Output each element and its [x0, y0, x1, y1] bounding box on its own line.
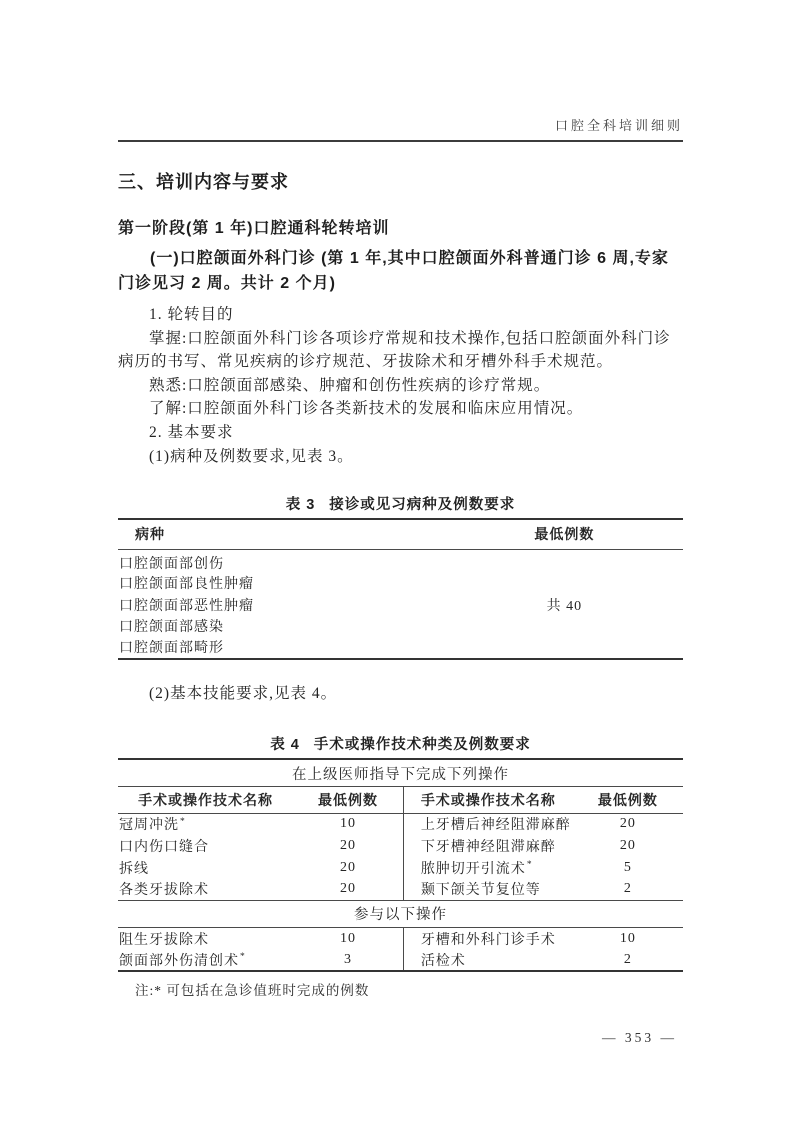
- operation-name: 活检术: [403, 949, 573, 971]
- operation-min-cases: 10: [619, 930, 636, 946]
- disease-name: 口腔颌面部畸形: [119, 641, 224, 657]
- operation-min-cases: 20: [619, 816, 636, 832]
- table4-col-min-left: 最低例数: [293, 786, 403, 813]
- table3-caption-text: 接诊或见习病种及例数要求: [329, 497, 516, 514]
- table3-col-disease: 病种: [118, 519, 446, 549]
- operation-min-cases: 20: [619, 837, 636, 853]
- disease-total-cases: 共 40: [546, 599, 583, 615]
- table-row: [118, 927, 683, 949]
- operation-name: 口内伤口缝合: [119, 839, 209, 855]
- table-row: [118, 835, 683, 857]
- table4-operations: [118, 758, 683, 972]
- operation-name: 牙槽和外科门诊手术: [403, 927, 573, 949]
- rotation-objectives: [118, 303, 683, 468]
- operation-min-cases: 10: [339, 930, 356, 946]
- table3-header-row: [118, 519, 683, 549]
- table4-group1-row: [118, 759, 683, 786]
- running-header: 口腔全科培训细则: [118, 0, 683, 142]
- table3-caption: [118, 493, 683, 514]
- table4-group2-row: [118, 900, 683, 927]
- table-row: [118, 549, 683, 573]
- footnote-star: *: [240, 951, 245, 962]
- table4-col-name-right: 手术或操作技术名称: [403, 786, 573, 813]
- table-row: [118, 813, 683, 835]
- table4-col-min-right: 最低例数: [573, 786, 683, 813]
- operation-min-cases: 20: [339, 837, 356, 853]
- table4-group1-label: 在上级医师指导下完成下列操作: [118, 759, 683, 786]
- operation-name: 拆线: [119, 861, 149, 877]
- operation-min-cases: 2: [623, 881, 632, 897]
- operation-min-cases: 2: [623, 951, 632, 967]
- objective-master: 掌握:口腔颌面外科门诊各项诊疗常规和技术操作,包括口腔颌面外科门诊病历的书写、常见疾病的诊疗规范、牙拔除术和牙槽外科手术规范。: [118, 329, 671, 371]
- table3-caption-label: 表 3: [285, 497, 316, 514]
- operation-name: 各类牙拔除术: [119, 883, 209, 899]
- disease-name: 口腔颌面部创伤: [119, 556, 224, 572]
- section-heading: 三、培训内容与要求: [118, 172, 289, 192]
- requirements-title: 2. 基本要求: [149, 423, 234, 441]
- operation-name: 颌面部外伤清创术*: [119, 951, 245, 969]
- requirement-2: (2)基本技能要求,见表 4。: [149, 684, 338, 702]
- disease-name: 口腔颌面部感染: [119, 620, 224, 636]
- operation-name: 冠周冲洗*: [119, 816, 185, 834]
- table4-caption-text: 手术或操作技术种类及例数要求: [313, 737, 531, 754]
- objective-understand: 了解:口腔颌面外科门诊各类新技术的发展和临床应用情况。: [149, 400, 584, 418]
- table4-col-name-left: 手术或操作技术名称: [118, 786, 293, 813]
- table-row: [118, 949, 683, 971]
- requirement-1: (1)病种及例数要求,见表 3。: [149, 447, 354, 465]
- rotation-heading: (一)口腔颌面外科门诊 (第 1 年,其中口腔颌面外科普通门诊 6 周,专家门诊见习 2 周。共计 2 个月): [118, 250, 669, 292]
- disease-name: 口腔颌面部恶性肿瘤: [119, 598, 254, 614]
- footnote-star: *: [526, 860, 532, 871]
- stage-heading: 第一阶段(第 1 年)口腔通科轮转培训: [118, 220, 390, 237]
- operation-name: 颞下颌关节复位等: [403, 879, 573, 901]
- table-row: [118, 857, 683, 879]
- footnote-star: *: [180, 816, 185, 827]
- operation-min-cases: 10: [339, 816, 356, 832]
- table4-header-row: [118, 786, 683, 813]
- operation-name: 上牙槽后神经阻滞麻醉: [403, 813, 573, 835]
- objective-familiar: 熟悉:口腔颌面部感染、肿瘤和创伤性疾病的诊疗常规。: [149, 376, 551, 394]
- skills-requirement: [118, 682, 683, 706]
- operation-min-cases: 3: [343, 951, 352, 967]
- operation-name: 脓肿切开引流术*: [403, 857, 573, 879]
- operation-min-cases: 20: [339, 859, 356, 875]
- operation-name: 阻生牙拔除术: [119, 932, 209, 948]
- purpose-title: 1. 轮转目的: [149, 306, 234, 323]
- table4-caption: [118, 733, 683, 754]
- page-content: [118, 0, 683, 1046]
- page-number: — 353 —: [602, 1030, 677, 1046]
- operation-min-cases: 20: [339, 881, 356, 897]
- table4-group2-label: 参与以下操作: [118, 900, 683, 927]
- table3-diseases: [118, 518, 683, 660]
- table4-caption-label: 表 4: [270, 737, 300, 754]
- operation-min-cases: 5: [623, 859, 632, 875]
- operation-name: 下牙槽神经阻滞麻醉: [403, 835, 573, 857]
- disease-name: 口腔颌面部良性肿瘤: [119, 577, 254, 593]
- table4-footnote: 注:* 可包括在急诊值班时完成的例数: [135, 983, 370, 999]
- table3-col-min: 最低例数: [446, 519, 683, 549]
- table-row: [118, 879, 683, 901]
